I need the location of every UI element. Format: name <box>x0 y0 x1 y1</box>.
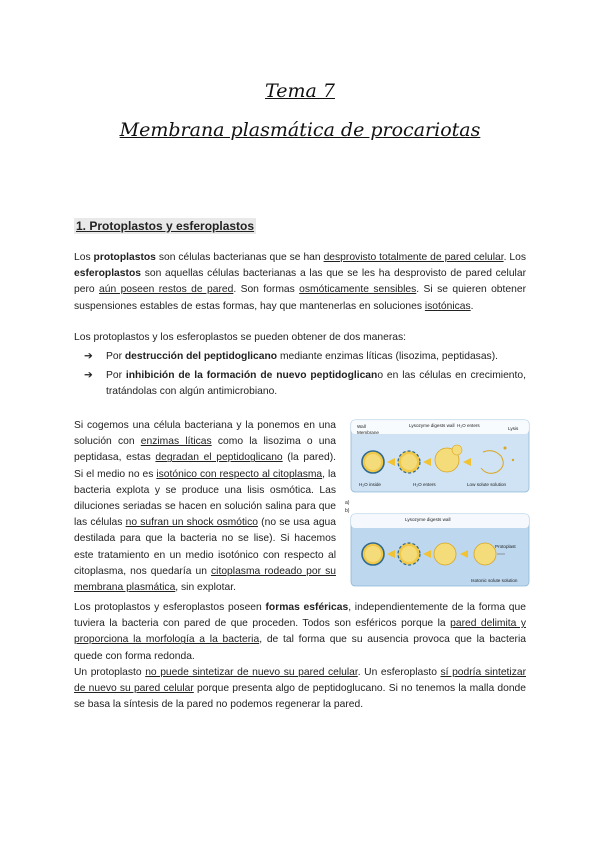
term-protoplastos: protoplastos <box>93 252 156 263</box>
text: porque presenta algo de peptidoglucano. Si no tenemos la malla donde se basa la síntesis de la pared no podemos regenerar la pared. <box>74 683 527 711</box>
page-title: Tema 7 <box>265 80 335 102</box>
text: Si cogemos una célula bacteriana y la ponemos en una solución con <box>74 420 336 448</box>
text: o en las células en crecimiento, tratándolas con algún antimicrobiano. <box>106 370 526 398</box>
cell-cytoplasm <box>365 454 381 470</box>
underlined-text: osmóticamente sensibles <box>299 284 417 296</box>
underlined-text: aún poseen restos de pared <box>99 284 234 296</box>
text: , la bacteria explota y se produce una lisis osmótica. Las diluciones seriadas se hacen en solución salina para que las células <box>74 468 336 529</box>
paragraph-methods-intro: Los protoplastos y los esferoplastos se pueden obtener de dos maneras: <box>74 332 406 343</box>
text: Un protoplasto <box>74 667 146 678</box>
label-membrane: Membrane <box>357 430 379 435</box>
debris <box>504 447 507 450</box>
text: , sin explotar. <box>175 582 236 594</box>
text: Los protoplastos y esferoplastos poseen <box>74 602 266 613</box>
label-lysozyme-b: Lysozyme digests wall <box>405 517 451 522</box>
arrow-icon: ➔ <box>84 370 93 382</box>
text: Por <box>106 351 125 362</box>
text: son aquellas células bacterianas a las que se les ha desprovisto de pared celular pero <box>74 268 526 296</box>
cell-cytoplasm <box>365 546 381 562</box>
underlined-text: citoplasma rodeado por su membrana plasmática <box>74 565 336 594</box>
label-isotonic: Isotonic solute solution <box>471 578 518 583</box>
paragraph-shapes <box>74 600 526 665</box>
text: . Los <box>503 252 527 263</box>
text: (la pared). Si el medio no es <box>74 452 337 480</box>
text: (no se usa agua destilada para que la bacteria no se lise). Si hacemos este tratamiento en un medio isotónico con respecto al citoplasma, nos quedaría un <box>74 517 336 577</box>
text: . Si se quieren obtener suspensiones estables de estas formas, hay que mantenerlas en soluciones <box>74 284 527 312</box>
label-protoplast: Protoplast <box>495 544 516 549</box>
underlined-text: no puede sintetizar de nuevo su pared celular <box>145 667 358 678</box>
underlined-text: sí podría sintetizar de nuevo su pared celular <box>74 667 527 695</box>
list-item <box>84 368 526 400</box>
text: . Son formas <box>233 284 300 296</box>
cell-cytoplasm <box>401 454 417 470</box>
page-subtitle: Membrana plasmática de procariotas <box>119 119 481 141</box>
text: son células bacterianas que se han <box>155 252 324 263</box>
paragraph-definitions <box>74 250 526 315</box>
label-low-solute: Low solute solution <box>467 482 507 487</box>
text: como la lisozima o una peptidasa, estas <box>74 436 336 464</box>
text: , independientemente de la forma que tuviera la bacteria con pared de que proceden. Todos son esféricos porque la <box>74 602 526 630</box>
list-item <box>84 349 526 365</box>
label-lysis: Lysis <box>508 426 519 431</box>
paragraph-regeneration <box>74 665 526 714</box>
text: mediante enzimas líticas (lisozima, peptidasas). <box>277 351 498 362</box>
underlined-text: isotónicas <box>424 300 471 312</box>
text: . Un esferoplasto <box>357 667 441 678</box>
text: , de tal forma que su ausencia provoca que la bacteria quede con forma redonda. <box>74 634 526 662</box>
panel-a-letter: a) <box>345 500 350 506</box>
cell-cytoplasm <box>401 546 417 562</box>
text: Los <box>74 252 94 263</box>
label-h2o-enters-2: H₂O enters <box>413 482 436 487</box>
underlined-text: degradan el peptidoglicano <box>155 452 283 464</box>
label-h2o-enters: H₂O enters <box>457 423 480 428</box>
cell-bulge <box>452 445 462 455</box>
cell-wall-removed <box>434 543 456 565</box>
methods-list <box>84 349 526 404</box>
label-wall: Wall <box>357 424 366 429</box>
bold-text: formas esféricas <box>265 602 349 613</box>
underlined-text: no sufran un shock osmótico <box>125 517 258 529</box>
term-esferoplastos: esferoplastos <box>74 268 141 280</box>
arrow-icon: ➔ <box>84 351 93 362</box>
label-lysozyme-a: Lysozyme digests wall <box>409 423 455 428</box>
underlined-text: enzimas líticas <box>140 436 212 448</box>
paragraph-lysis <box>74 418 336 596</box>
underlined-text: desprovisto totalmente de pared celular <box>323 252 504 263</box>
lysozyme-diagram <box>345 418 531 590</box>
bold-text: inhibición de la formación de nuevo peptidoglican <box>125 370 378 382</box>
panel-b-letter: b) <box>345 508 350 514</box>
debris <box>512 459 514 461</box>
section-heading: 1. Protoplastos y esferoplastos <box>76 219 255 233</box>
text: . <box>470 300 474 312</box>
text: Por <box>106 370 126 382</box>
label-h2o-inside: H₂O inside <box>359 482 381 487</box>
protoplast-cell <box>474 543 496 565</box>
bold-text: destrucción del peptidoglicano <box>124 351 278 362</box>
underlined-text: pared delimita y proporciona la morfología a la bacteria <box>74 618 526 646</box>
underlined-text: isotónico con respecto al citoplasma <box>156 468 323 480</box>
